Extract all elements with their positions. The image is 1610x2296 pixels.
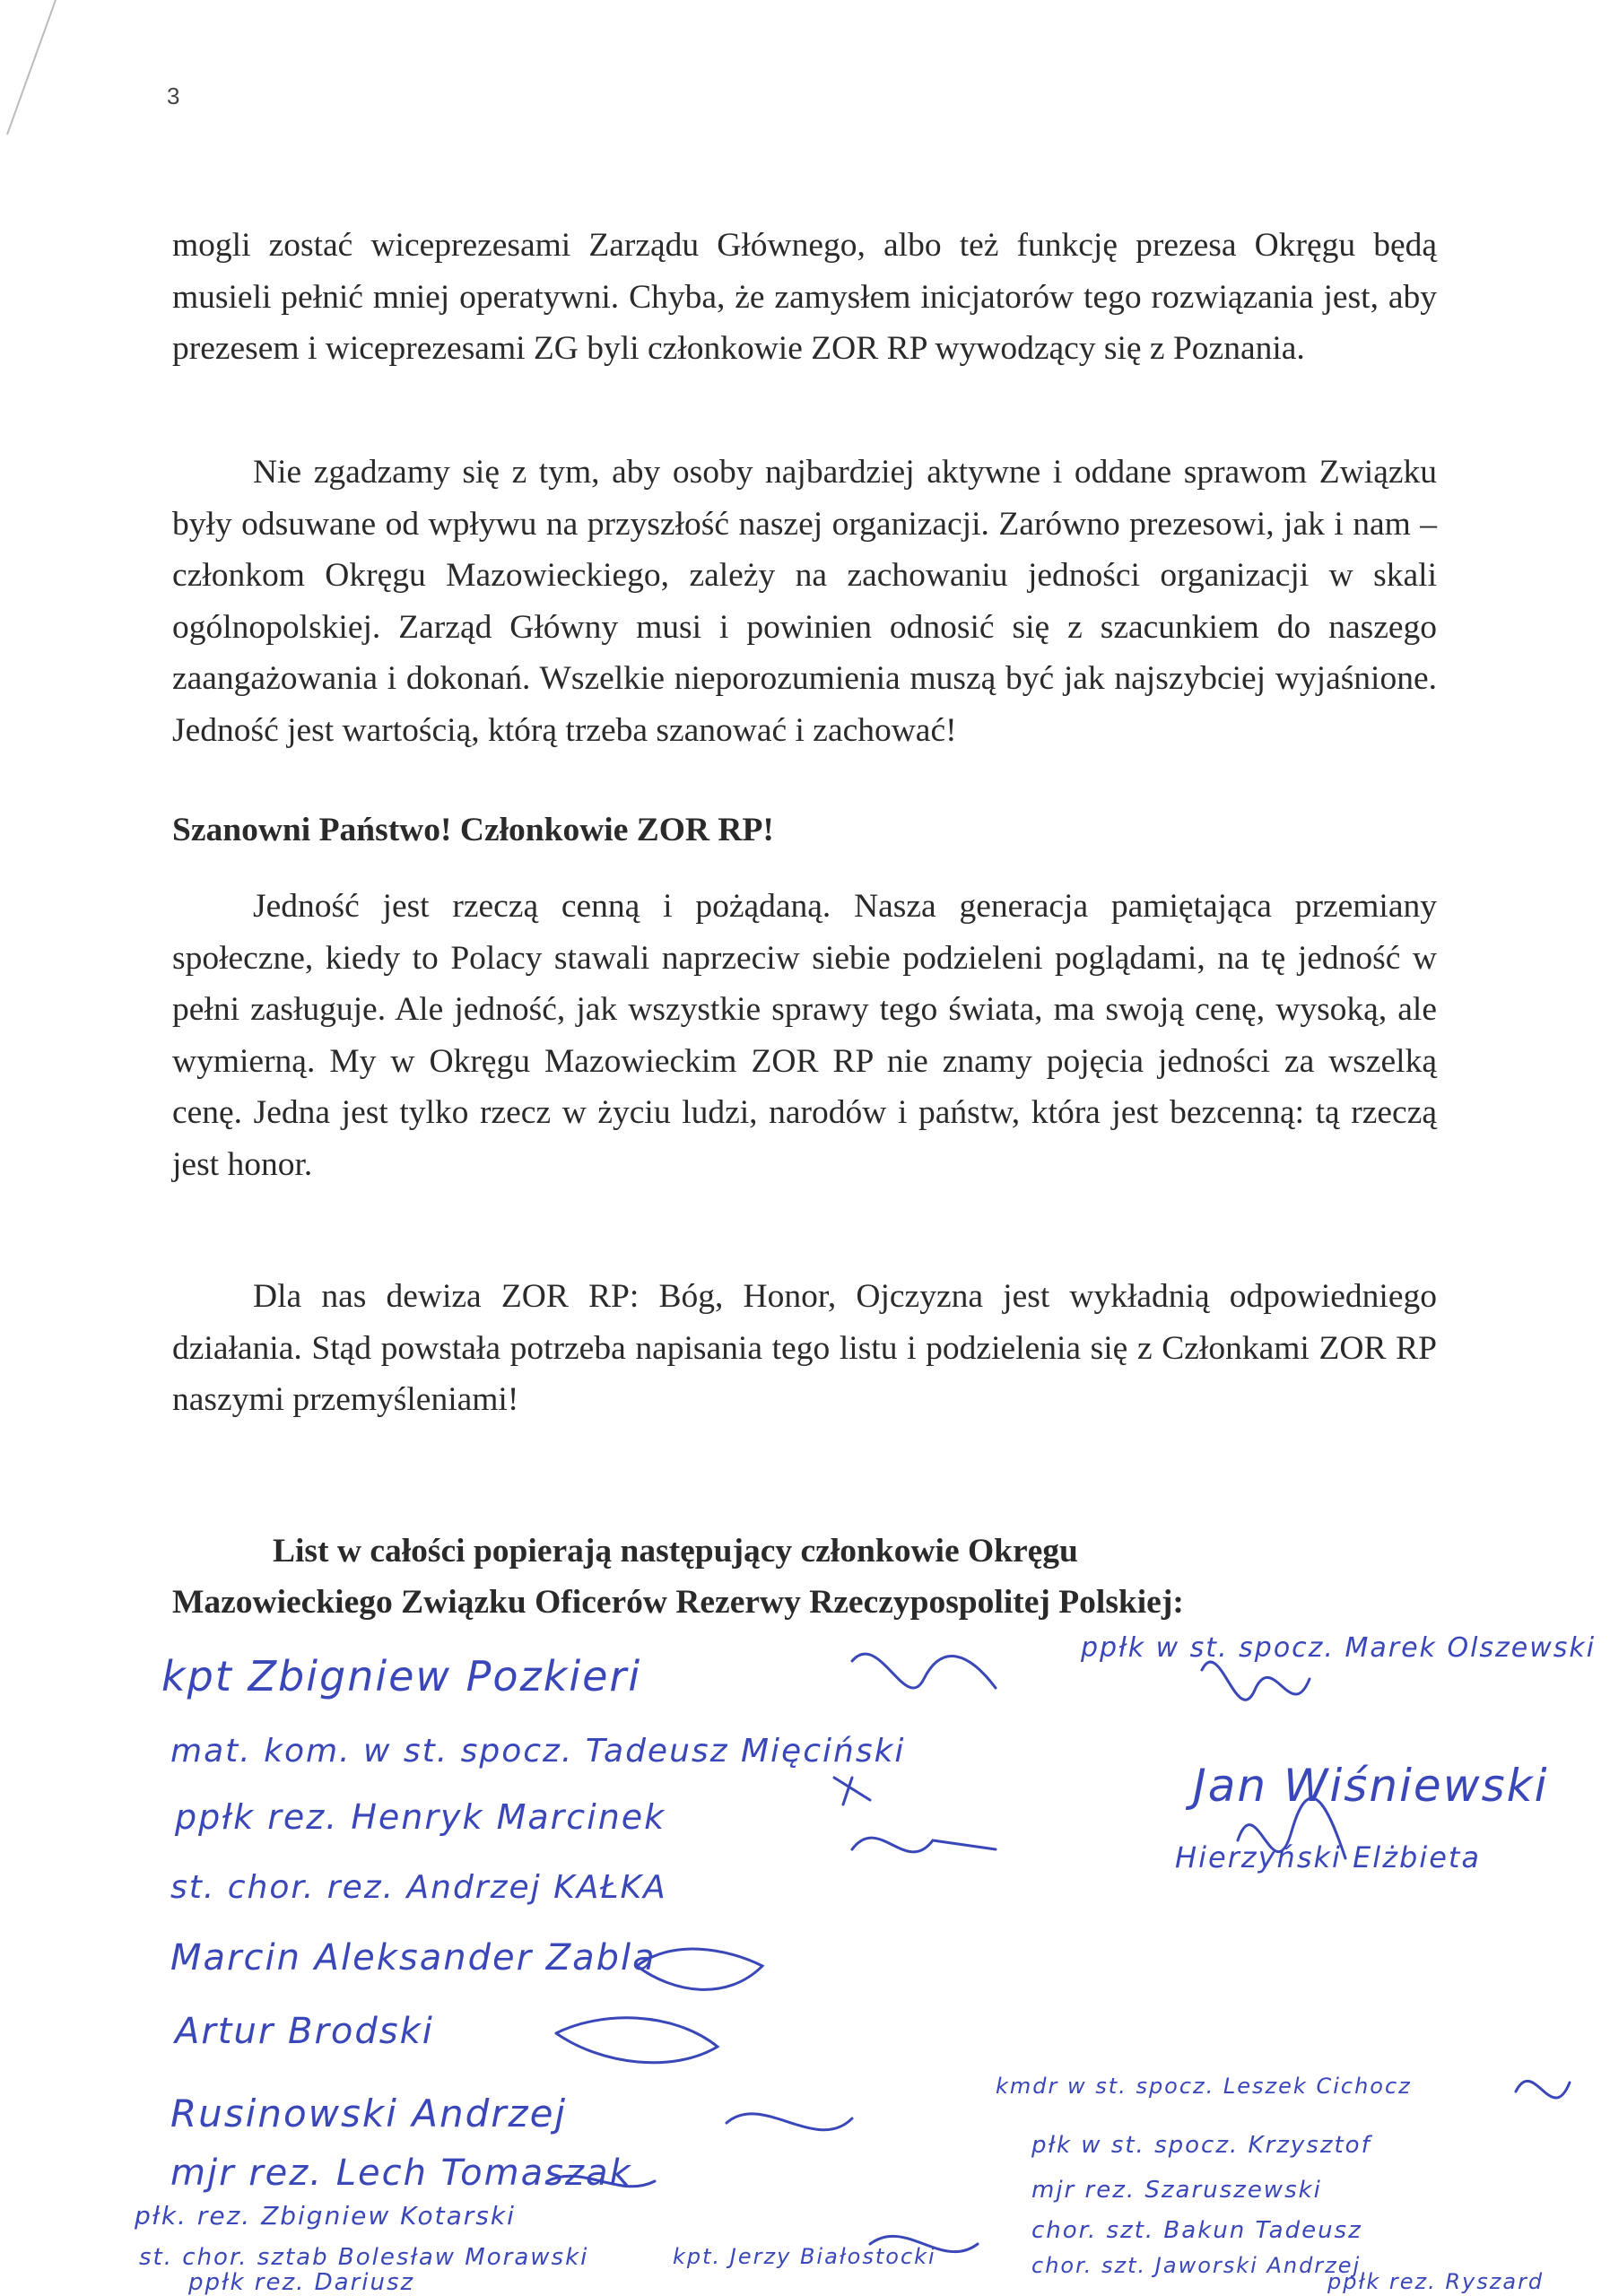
signature-1: kpt Zbigniew Pozkieri: [161, 1652, 642, 1700]
signature-6: st. chor. rez. Andrzej KAŁKA: [170, 1869, 667, 1906]
signature-17: chor. szt. Bakun Tadeusz: [1031, 2217, 1362, 2244]
signature-14: płk. rez. Zbigniew Kotarski: [135, 2201, 516, 2231]
signature-15: mjr rez. Szaruszewski: [1031, 2177, 1322, 2204]
paragraph-3: Jedność jest rzeczą cenną i pożądaną. Nasza generacja pamiętająca przemiany społeczne, kiedy to Polacy stawali naprzeciw siebie podzieleni poglądami, na tę jedność w pełni zasługuje. Ale jedność, jak wszystkie sprawy tego świata, ma swoją cenę, wysoką, ale wymierną. My w Okręgu Mazowieckim ZOR RP nie znamy pojęcia jedności za wszelką cenę. Jedna jest tylko rzecz w życiu ludzi, narodów i państw, która jest bezcenną: tą rzeczą jest honor.: [172, 888, 1437, 1183]
support-line-2: Mazowieckiego Związku Oficerów Rezerwy Rzeczypospolitej Polskiej:: [172, 1584, 1184, 1621]
signature-12: mjr rez. Lech Tomaszak: [170, 2152, 632, 2194]
greeting-heading: Szanowni Państwo! Członkowie ZOR RP!: [172, 812, 774, 848]
signature-13: płk w st. spocz. Krzysztof: [1031, 2132, 1371, 2159]
signature-21: ppłk rez. Ryszard: [1327, 2269, 1545, 2294]
signature-19: chor. szt. Jaworski Andrzej: [1031, 2253, 1362, 2278]
support-statement: [172, 1526, 1437, 1628]
paragraph-2: Nie zgadzamy się z tym, aby osoby najbardziej aktywne i oddane sprawom Związku były odsuwane od wpływu na przyszłość naszej organizacji. Zarówno prezesowi, jak i nam – członkom Okręgu Mazowieckiego, zależy na zachowaniu jedności organizacji w skali ogólnopolskiej. Zarząd Główny musi i powinien odnosić się z szacunkiem do naszego zaangażowania i dokonań. Wszelkie nieporozumienia muszą być jak najszybciej wyjaśnione. Jedność jest wartością, którą trzeba szanować i zachować!: [172, 454, 1437, 749]
signature-11: kmdr w st. spocz. Leszek Cichocz: [996, 2074, 1412, 2099]
signature-18: kpt. Jerzy Białostocki: [673, 2244, 936, 2269]
signature-7: Hierzyński Elżbieta: [1175, 1840, 1482, 1874]
signature-5: Jan Wiśniewski: [1193, 1760, 1549, 1812]
signature-3: mat. kom. w st. spocz. Tadeusz Mięciński: [170, 1733, 906, 1770]
paragraph-1: mogli zostać wiceprezesami Zarządu Głównego, albo też funkcję prezesa Okręgu będą musieli pełnić mniej operatywni. Chyba, że zamysłem inicjatorów tego rozwiązania jest, aby prezesem i wiceprezesami ZG byli członkowie ZOR RP wywodzący się z Poznania.: [172, 227, 1437, 367]
page-fold-line: [0, 0, 72, 179]
support-line-1: List w całości popierają następujący członkowie Okręgu: [273, 1533, 1078, 1570]
signature-4: ppłk rez. Henryk Marcinek: [175, 1797, 666, 1837]
page-number: 3: [167, 83, 180, 109]
signature-8: Marcin Aleksander Zabla: [170, 1937, 657, 1979]
signature-16: st. chor. sztab Bolesław Morawski: [139, 2244, 589, 2271]
signature-20: ppłk rez. Dariusz: [188, 2269, 415, 2296]
signatures-area: [135, 1625, 1610, 2296]
signature-10: Rusinowski Andrzej: [170, 2092, 568, 2135]
signature-9: Artur Brodski: [175, 2011, 434, 2052]
paragraph-4: Dla nas dewiza ZOR RP: Bóg, Honor, Ojczyzna jest wykładnią odpowiedniego działania. Stąd powstała potrzeba napisania tego listu i podzielenia się z Członkami ZOR RP naszymi przemyśleniami!: [172, 1278, 1437, 1418]
signature-2: ppłk w st. spocz. Marek Olszewski: [1081, 1632, 1597, 1664]
